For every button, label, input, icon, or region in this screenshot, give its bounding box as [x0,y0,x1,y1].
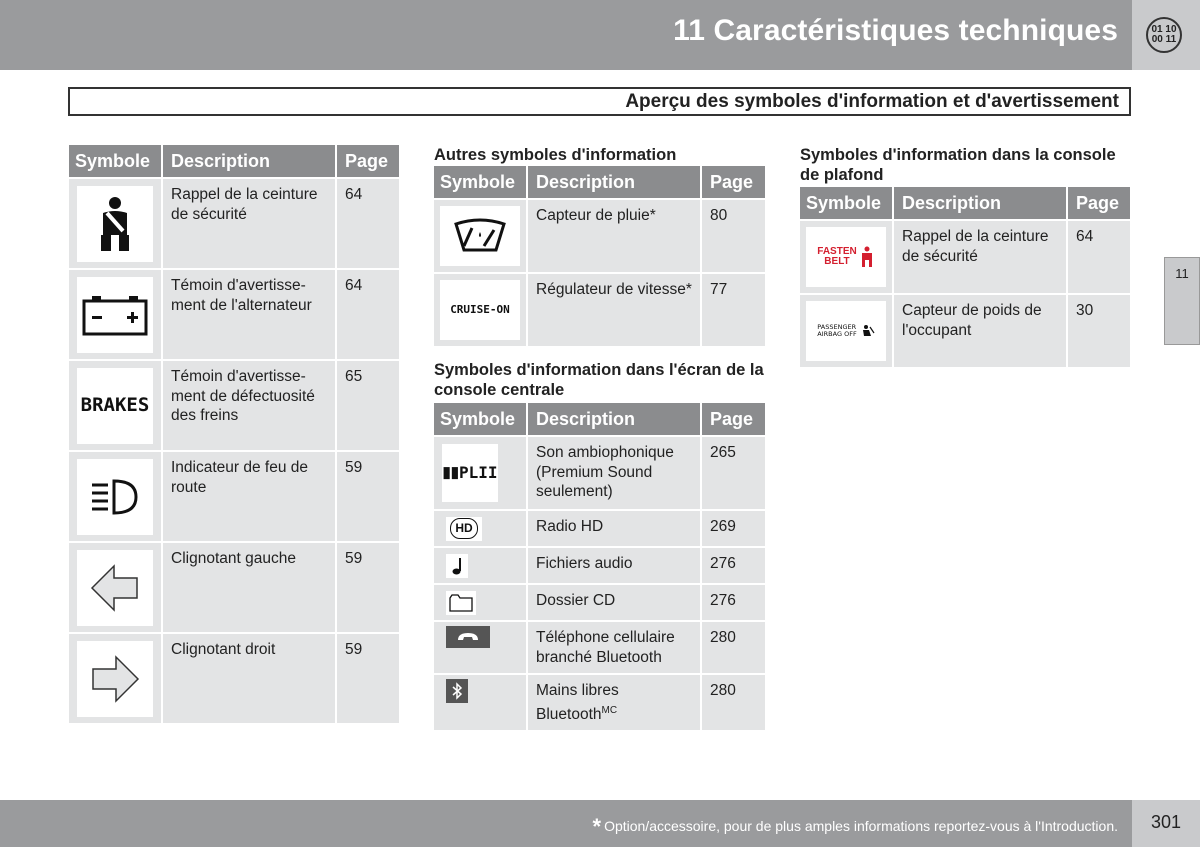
symbol-cell [69,361,161,450]
seatbelt-person-icon [859,246,875,268]
airbag-text [817,324,856,338]
table-row [69,179,399,268]
description-cell: Témoin d'avertisse-ment de défectuosité des freins [163,361,335,450]
folder-icon [446,591,476,615]
bluetooth-icon [446,679,468,703]
description-cell: Fichiers audio [528,548,700,583]
page-cell[interactable]: 64 [1068,221,1130,293]
section-title: Aperçu des symboles d'information et d'avertissement [625,91,1119,112]
bluetooth-description: Mains libres Bluetooth [536,682,619,723]
table-header-row [69,145,399,177]
table-row [434,200,765,272]
column-header-symbol: Symbole [434,166,526,198]
table-row [69,634,399,723]
description-cell: Témoin d'avertisse-ment de l'alternateur [163,270,335,359]
description-cell: Téléphone cellulaire branché Bluetooth [528,622,700,673]
symbol-cell [69,270,161,359]
chapter-title: 11 Caractéristiques techniques [673,14,1118,47]
table-row [69,452,399,541]
battery-icon [77,277,153,353]
footnote [593,814,1119,840]
table-row [434,274,765,346]
table-row [800,221,1130,293]
cruise-on-label: CRUISE-ON [450,303,510,317]
table-row [69,270,399,359]
chapter-code: 01 10 00 11 [1151,24,1177,45]
symbol-cell [434,511,526,546]
warning-symbols-table [67,143,401,725]
table-row [434,622,765,673]
brakes-text-icon [77,368,153,444]
page-number: 301 [1150,812,1182,832]
page-cell[interactable]: 280 [702,622,765,673]
table-row [69,361,399,450]
symbol-cell [434,585,526,620]
hd-radio-icon [446,517,482,541]
fasten-label: FASTEN [817,246,857,257]
page-cell[interactable]: 64 [337,179,399,268]
rain-sensor-icon [440,206,520,266]
page-cell[interactable]: 59 [337,634,399,723]
chapter-side-tab[interactable]: 11 [1164,257,1200,345]
page-cell[interactable]: 80 [702,200,765,272]
column-header-page: Page [702,403,765,435]
symbol-cell [434,548,526,583]
seatbelt-warning-icon [77,186,153,262]
belt-label: BELT [824,256,850,267]
description-cell: Régulateur de vitesse* [528,274,700,346]
hd-radio-label: HD [450,518,477,540]
description-cell: Dossier CD [528,585,700,620]
description-cell: Rappel de la ceinture de sécurité [163,179,335,268]
description-cell: Clignotant droit [163,634,335,723]
footer-bar [0,800,1132,847]
table-header-row [434,403,765,435]
page-cell[interactable]: 77 [702,274,765,346]
brakes-icon-label: BRAKES [80,393,150,416]
passenger-label: PASSENGER [817,323,857,331]
dolby-pl2-label: PLII [458,463,498,483]
table-row [434,675,765,730]
symbol-cell [434,200,526,272]
music-note-icon [446,554,468,578]
description-cell: Capteur de poids de l'occupant [894,295,1066,367]
description-cell: Radio HD [528,511,700,546]
airbag-seat-icon [861,324,875,338]
symbol-cell [69,634,161,723]
table-row [434,437,765,509]
footer-corner [1132,800,1200,847]
page-cell[interactable]: 30 [1068,295,1130,367]
column-header-description: Description [528,166,700,198]
description-cell: Indicateur de feu de route [163,452,335,541]
table-row [800,295,1130,367]
symbol-cell [434,622,526,673]
trademark-sup: MC [601,704,618,716]
ceiling-console-symbols-table [798,185,1132,369]
footnote-text: Option/accessoire, pour de plus amples informations reportez-vous à l'Introduction. [604,818,1118,834]
column-header-description: Description [894,187,1066,219]
dolby-dd-icon: ▮▮ [442,464,459,482]
symbol-cell [434,274,526,346]
page-cell[interactable]: 265 [702,437,765,509]
header-bar [0,0,1132,70]
symbol-cell [800,221,892,293]
description-cell: Capteur de pluie* [528,200,700,272]
chapter-code-badge [1146,17,1182,53]
ceiling-console-heading: Symboles d'information dans la console de plafond [800,146,1116,184]
table-header-row [434,166,765,198]
column-header-page: Page [702,166,765,198]
center-console-symbols-table [432,401,767,732]
footnote-star: * [592,814,602,839]
symbol-cell [69,452,161,541]
cruise-on-icon [440,280,520,340]
fasten-belt-icon [806,227,886,287]
column-header-page: Page [1068,187,1130,219]
high-beam-icon [77,459,153,535]
fasten-belt-text [817,247,856,267]
phone-icon [446,626,490,648]
page-cell[interactable]: 65 [337,361,399,450]
page-cell[interactable]: 276 [702,585,765,620]
dolby-pl2-icon [442,444,498,502]
left-arrow-icon [77,550,153,626]
symbol-cell [800,295,892,367]
symbol-cell [434,437,526,509]
table-row [434,511,765,546]
off-label: OFF [844,330,857,338]
airbag-label: AIRBAG [817,330,843,338]
table-row [69,543,399,632]
page-cell[interactable]: 280 [702,675,765,730]
page-cell[interactable]: 276 [702,548,765,583]
table-row [434,585,765,620]
passenger-airbag-off-icon [806,301,886,361]
table-header-row [800,187,1130,219]
column-header-page: Page [337,145,399,177]
column-header-symbol: Symbole [800,187,892,219]
section-title-box [68,87,1131,116]
table-row [434,548,765,583]
right-arrow-icon [77,641,153,717]
description-cell [528,675,700,730]
description-cell: Son ambiophonique (Premium Sound seulement) [528,437,700,509]
symbol-cell [434,675,526,730]
page-cell[interactable]: 269 [702,511,765,546]
column-header-symbol: Symbole [434,403,526,435]
description-cell: Clignotant gauche [163,543,335,632]
page-cell[interactable]: 59 [337,543,399,632]
center-console-heading: Symboles d'information dans l'écran de la console centrale [434,361,764,399]
symbol-cell [69,543,161,632]
symbol-cell [69,179,161,268]
other-symbols-heading: Autres symboles d'information [434,146,677,164]
page-cell[interactable]: 59 [337,452,399,541]
other-symbols-table [432,164,767,348]
column-header-description: Description [163,145,335,177]
description-cell: Rappel de la ceinture de sécurité [894,221,1066,293]
page-cell[interactable]: 64 [337,270,399,359]
column-header-description: Description [528,403,700,435]
column-header-symbol: Symbole [69,145,161,177]
